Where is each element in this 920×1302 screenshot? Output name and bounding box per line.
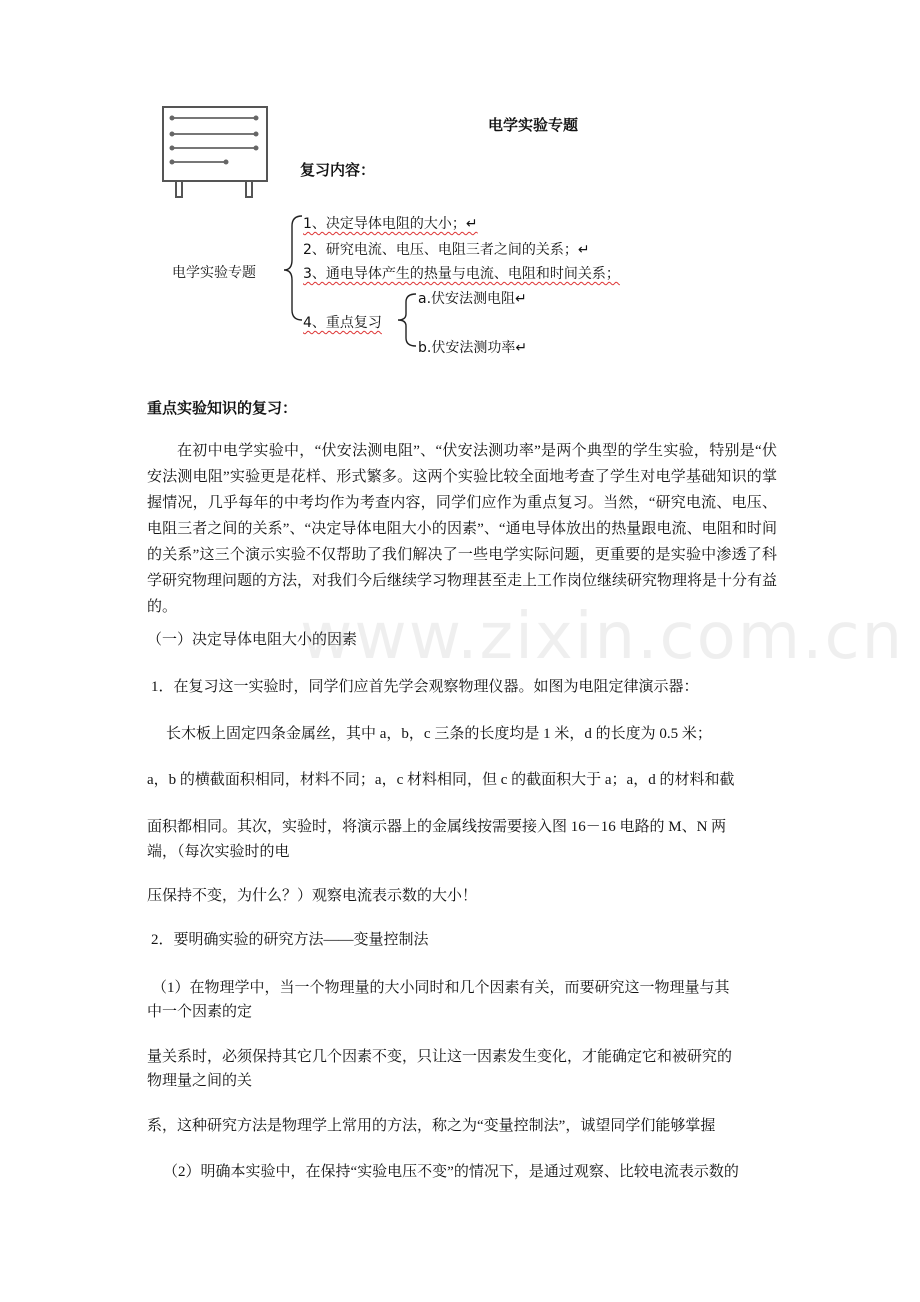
p1-line-1: （1）在物理学中，当一个物理量的大小同时和几个因素有关，而要研究这一物理量与其 — [152, 980, 730, 996]
mindmap-sub-a: a.伏安法测电阻↵ — [418, 291, 527, 307]
p2-line-1: （2）明确本实验中，在保持“实验电压不变”的情况下，是通过观察、比较电流表示数的 — [163, 1164, 739, 1180]
para2-line-5: 压保持不变，为什么？）观察电流表示数的大小！ — [147, 888, 478, 904]
watermark: www.zixin.com.cn — [300, 600, 905, 674]
section-heading: 重点实验知识的复习： — [147, 401, 298, 417]
para2-line-1: 长木板上固定四条金属丝，其中 a，b，c 三条的长度均是 1 米，d 的长度为 0.5 米； — [166, 726, 712, 742]
document-title: 电学实验专题 — [488, 118, 579, 134]
p1-line-2: 中一个因素的定 — [147, 1004, 253, 1020]
p1-line-5: 系，这种研究方法是物理学上常用的方法，称之为“变量控制法”，诚望同学们能够掌握 — [147, 1118, 716, 1134]
para2-line-3: 面积都相同。其次，实验时，将演示器上的金属线按需要接入图 16－16 电路的 M、N 两 — [147, 819, 727, 835]
review-heading: 复习内容： — [300, 163, 376, 179]
p1-line-3: 量关系时，必须保持其它几个因素不变，只让这一因素发生变化，才能确定它和被研究的 — [147, 1049, 733, 1065]
mindmap-root: 电学实验专题 — [172, 265, 256, 281]
step-2: 2．要明确实验的研究方法——变量控制法 — [151, 932, 429, 948]
resistance-apparatus-illustration — [160, 104, 272, 200]
mindmap-sub-b: b.伏安法测功率↵ — [418, 340, 528, 356]
step-1: 1．在复习这一实验时，同学们应首先学会观察物理仪器。如图为电阻定律演示器： — [151, 679, 699, 695]
mindmap-item-1: 1、决定导体电阻的大小；↵ — [303, 216, 478, 232]
intro-paragraph: 在初中电学实验中，“伏安法测电阻”、“伏安法测功率”是两个典型的学生实验，特别是“伏安法测电阻”实验更是花样、形式繁多。这两个实验比较全面地考查了学生对电学基础知识的掌握情况，几乎每年的中考均作为考查内容，同学们应作为重点复习。当然，“研究电流、电压、电阻三者之间的关系”、“决定导体电阻大小的因素”、“通电导体放出的热量跟电流、电阻和时间的关系”这三个演示实验不仅帮助了我们解决了一些电学实际问题，更重要的是实验中渗透了科学研究物理问题的方法，对我们今后继续学习物理甚至走上工作岗位继续研究物理将是十分有益的。 — [147, 443, 778, 615]
para2-line-4: 端，（每次实验时的电 — [147, 844, 290, 860]
mindmap-item-2: 2、研究电流、电压、电阻三者之间的关系；↵ — [303, 242, 590, 258]
p1-line-4: 物理量之间的关 — [147, 1073, 253, 1089]
subsection-title: （一）决定导体电阻大小的因素 — [147, 632, 358, 648]
para2-line-2: a，b 的横截面积相同，材料不同；a，c 材料相同，但 c 的截面积大于 a；a，d 的材料和截 — [147, 772, 735, 788]
mindmap-item-3: 3、通电导体产生的热量与电流、电阻和时间关系； — [303, 266, 620, 282]
mindmap-item-4: 4、重点复习 — [303, 315, 382, 331]
